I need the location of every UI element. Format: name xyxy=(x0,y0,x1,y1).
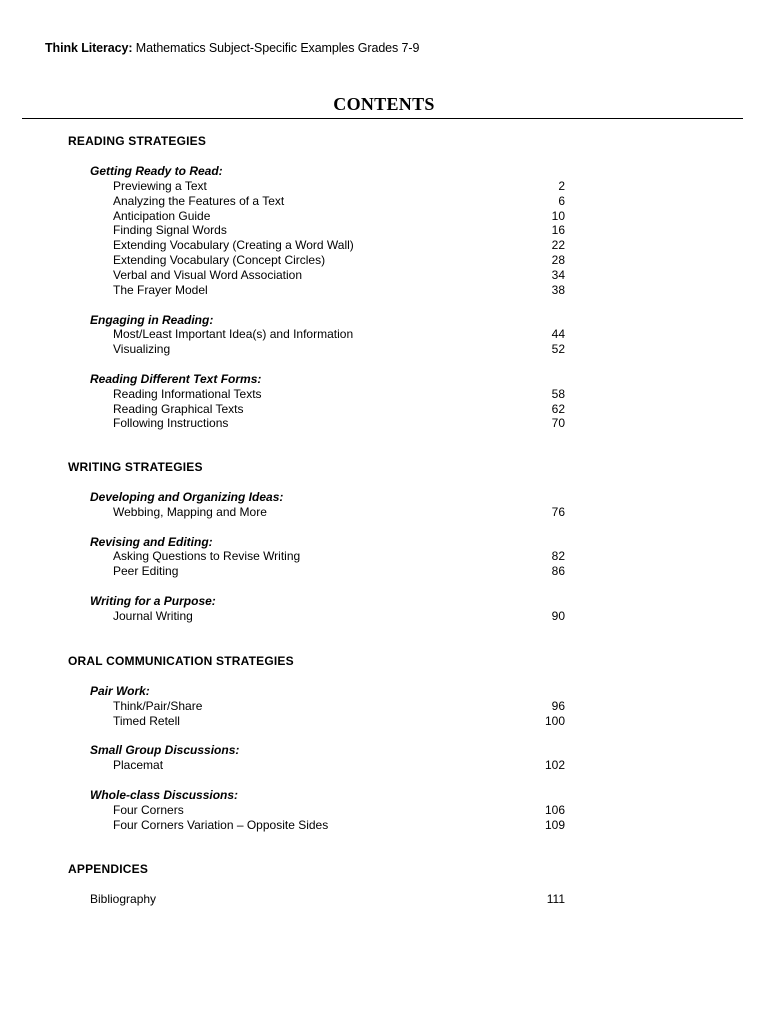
toc-entry-page-number: 86 xyxy=(551,564,565,579)
toc-entry-page-number: 16 xyxy=(551,223,565,238)
toc-entry xyxy=(113,699,565,714)
toc-entry-title: Think/Pair/Share xyxy=(113,698,203,713)
toc-entry xyxy=(113,194,565,209)
toc-entry xyxy=(113,505,565,520)
toc-entry xyxy=(113,223,565,238)
subsection-heading: Revising and Editing: xyxy=(90,534,213,549)
toc-entry-title: Following Instructions xyxy=(113,416,229,431)
toc-entry xyxy=(113,402,565,417)
toc-entry-title: Verbal and Visual Word Association xyxy=(113,267,303,282)
toc-entry-title: Reading Graphical Texts xyxy=(113,401,244,416)
toc-entry-title: Analyzing the Features of a Text xyxy=(113,193,285,208)
toc-entry-page-number: 52 xyxy=(551,342,565,357)
toc-entry-page-number: 44 xyxy=(551,327,565,342)
toc-entry-title: Four Corners xyxy=(113,802,184,817)
toc-entry-title: Timed Retell xyxy=(113,713,180,728)
toc-entry xyxy=(113,714,565,729)
toc-entry xyxy=(113,268,565,283)
toc-entry xyxy=(113,283,565,298)
section-heading: READING STRATEGIES xyxy=(68,134,207,148)
toc-entry-title: Visualizing xyxy=(113,342,171,357)
subsection-heading: Whole-class Discussions: xyxy=(90,787,239,802)
toc-entry-title: Asking Questions to Revise Writing xyxy=(113,549,301,564)
toc-entry-title: Bibliography xyxy=(90,892,157,906)
header-brand: Think Literacy: xyxy=(45,41,133,55)
toc-entry-page-number: 82 xyxy=(551,549,565,564)
toc-entry-title: The Frayer Model xyxy=(113,282,208,297)
toc-entry-title: Placemat xyxy=(113,758,164,773)
toc-entry-title: Peer Editing xyxy=(113,564,179,579)
toc-entry xyxy=(113,609,565,624)
toc-entry xyxy=(113,387,565,402)
section-heading: WRITING STRATEGIES xyxy=(68,460,203,474)
toc-entry-page-number: 22 xyxy=(551,238,565,253)
toc-entry-title: Previewing a Text xyxy=(113,178,207,193)
toc-entry-page-number: 90 xyxy=(551,608,565,623)
toc-entry-page-number: 102 xyxy=(544,758,565,773)
toc-entry xyxy=(113,253,565,268)
subsection-heading: Pair Work: xyxy=(90,684,150,698)
toc-entry-title: Extending Vocabulary (Concept Circles) xyxy=(113,253,326,268)
toc-entry-title: Webbing, Mapping and More xyxy=(113,504,267,519)
toc-entry-title: Four Corners Variation – Opposite Sides xyxy=(113,817,329,832)
toc-entry xyxy=(90,892,565,907)
toc-entry-page-number: 6 xyxy=(558,193,565,208)
subsection-heading: Engaging in Reading: xyxy=(90,312,214,327)
toc-entry xyxy=(113,803,565,818)
toc-entry-page-number: 10 xyxy=(551,208,565,223)
toc-entry xyxy=(113,238,565,253)
toc-entry xyxy=(113,549,565,564)
toc-entry xyxy=(113,758,565,773)
toc-entry xyxy=(113,416,565,431)
page-title: CONTENTS xyxy=(333,94,435,114)
toc-entry-page-number: 34 xyxy=(551,267,565,282)
toc-entry-title: Journal Writing xyxy=(113,608,193,623)
section-heading: APPENDICES xyxy=(68,862,149,876)
toc-entry-page-number: 28 xyxy=(551,253,565,268)
toc-entry xyxy=(113,564,565,579)
toc-entry-page-number: 106 xyxy=(544,802,565,817)
toc-entry-page-number: 109 xyxy=(544,817,565,832)
toc-entry xyxy=(113,342,565,357)
toc-entry-page-number: 111 xyxy=(546,892,565,906)
subsection-heading: Reading Different Text Forms: xyxy=(90,371,262,386)
toc-entry-page-number: 96 xyxy=(551,698,565,713)
toc-entry-page-number: 2 xyxy=(558,178,565,193)
toc-entry-page-number: 38 xyxy=(551,282,565,297)
toc-entry-title: Finding Signal Words xyxy=(113,223,227,238)
toc-entry-page-number: 62 xyxy=(551,401,565,416)
toc-entry-title: Anticipation Guide xyxy=(113,208,211,223)
section-heading: ORAL COMMUNICATION STRATEGIES xyxy=(68,654,294,668)
toc-entry xyxy=(113,179,565,194)
toc-entry-title: Reading Informational Texts xyxy=(113,386,262,401)
toc-entry-page-number: 76 xyxy=(551,504,565,519)
header-subtitle: Mathematics Subject-Specific Examples Grades 7-9 xyxy=(135,41,420,55)
subsection-heading: Developing and Organizing Ideas: xyxy=(90,490,284,504)
toc-entry-page-number: 70 xyxy=(551,416,565,431)
toc-entry-title: Most/Least Important Idea(s) and Information xyxy=(113,327,354,342)
subsection-heading: Small Group Discussions: xyxy=(90,743,240,758)
subsection-heading: Writing for a Purpose: xyxy=(90,593,216,608)
toc-entry-title: Extending Vocabulary (Creating a Word Wall) xyxy=(113,238,354,253)
toc-entry-page-number: 58 xyxy=(551,386,565,401)
toc-entry-page-number: 100 xyxy=(544,713,565,728)
subsection-heading: Getting Ready to Read: xyxy=(90,164,223,178)
toc-entry xyxy=(113,327,565,342)
toc-entry xyxy=(113,818,565,833)
toc-entry xyxy=(113,209,565,224)
